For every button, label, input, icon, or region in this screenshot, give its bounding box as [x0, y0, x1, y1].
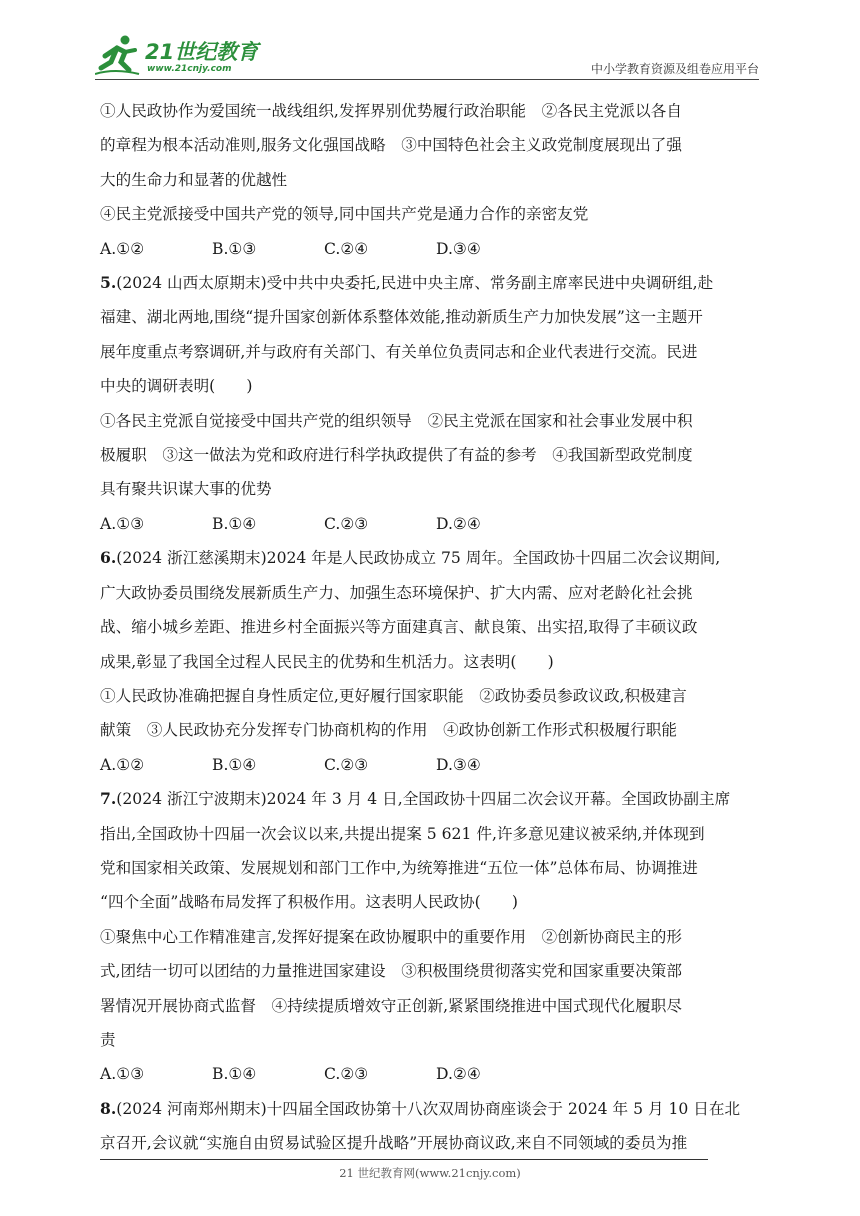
- q8-line: [100, 1092, 764, 1126]
- q5-text: (2024 山西太原期末)受中共中央委托,民进中央主席、常务副主席率民进中央调研组,赴: [116, 274, 714, 293]
- platform-name: 中小学教育资源及组卷应用平台: [590, 62, 759, 76]
- q4-line: 的章程为根本活动准则,服务文化强国战略 ③中国特色社会主义政党制度展现出了强: [100, 136, 682, 155]
- page-header: [0, 0, 860, 84]
- q6-line: 广大政协委员围绕发展新质生产力、加强生态环境保护、扩大内需、应对老龄化社会挑: [100, 583, 693, 602]
- q5-line: 极履职 ③这一做法为党和政府进行科学执政提供了有益的参考 ④我国新型政党制度: [100, 446, 693, 465]
- q5-line: 福建、湖北两地,围绕“提升国家创新体系整体效能,推动新质生产力加快发展”这一主题开: [100, 308, 703, 327]
- q5-line: 具有聚共识谋大事的优势: [100, 480, 272, 499]
- q5-line: 展年度重点考察调研,并与政府有关部门、有关单位负责同志和企业代表进行交流。民进: [100, 342, 698, 361]
- option-a: A.①③: [100, 514, 145, 533]
- option-d: D.③④: [436, 755, 481, 774]
- q6-line: 成果,彰显了我国全过程人民民主的优势和生机活力。这表明( ): [100, 652, 554, 671]
- footer-divider: [100, 1159, 708, 1160]
- q8-text: (2024 河南郑州期末)十四届全国政协第十八次双周协商座谈会于 2024 年 5 月 10 日在北: [116, 1099, 741, 1118]
- option-c: C.②③: [324, 1065, 369, 1084]
- q7-options: [100, 1057, 764, 1091]
- question-6: [100, 541, 764, 782]
- question-4: [100, 94, 764, 266]
- logo-title: 21世纪教育: [145, 40, 259, 64]
- page-content: [100, 94, 764, 1161]
- q7-line: 责: [100, 1030, 116, 1049]
- header-divider: [95, 79, 759, 80]
- option-d: D.②④: [436, 1065, 481, 1084]
- q7-line: 党和国家相关政策、发展规划和部门工作中,为统筹推进“五位一体”总体布局、协调推进: [100, 858, 698, 877]
- question-number: 5.: [100, 273, 117, 293]
- q6-line: 献策 ③人民政协充分发挥专门协商机构的作用 ④政协创新工作形式积极履行职能: [100, 721, 677, 740]
- option-c: C.②④: [324, 239, 369, 258]
- q4-line: ④民主党派接受中国共产党的领导,同中国共产党是通力合作的亲密友党: [100, 205, 589, 224]
- q5-line: 中央的调研表明( ): [100, 377, 253, 396]
- q7-line: 署情况开展协商式监督 ④持续提质增效守正创新,紧紧围绕推进中国式现代化履职尽: [100, 996, 682, 1015]
- q7-text: (2024 浙江宁波期末)2024 年 3 月 4 日,全国政协十四届二次会议开幕。全国政协副主席: [116, 790, 731, 809]
- q8-line: 京召开,会议就“实施自由贸易试验区提升战略”开展协商议政,来自不同领域的委员为推: [100, 1134, 688, 1153]
- option-b: B.①④: [212, 1065, 257, 1084]
- site-logo[interactable]: [95, 34, 265, 80]
- q5-line: [100, 266, 764, 300]
- question-number: 6.: [100, 548, 117, 568]
- q6-line: 战、缩小城乡差距、推进乡村全面振兴等方面建真言、献良策、出实招,取得了丰硕议政: [100, 618, 698, 637]
- q6-line: ①人民政协准确把握自身性质定位,更好履行国家职能 ②政协委员参政议政,积极建言: [100, 686, 687, 705]
- option-a: A.①③: [100, 1065, 145, 1084]
- option-a: A.①②: [100, 755, 145, 774]
- question-7: [100, 782, 764, 1092]
- page-footer[interactable]: 21 世纪教育网(www.21cnjy.com): [339, 1166, 521, 1180]
- logo-url: www.21cnjy.com: [147, 64, 232, 74]
- q6-text: (2024 浙江慈溪期末)2024 年是人民政协成立 75 周年。全国政协十四届二次会议期间,: [116, 549, 721, 568]
- q7-line: “四个全面”战略布局发挥了积极作用。这表明人民政协( ): [100, 893, 518, 912]
- q7-line: ①聚焦中心工作精准建言,发挥好提案在政协履职中的重要作用 ②创新协商民主的形: [100, 927, 682, 946]
- option-a: A.①②: [100, 239, 145, 258]
- q4-line: 大的生命力和显著的优越性: [100, 170, 288, 189]
- option-b: B.①④: [212, 755, 257, 774]
- q7-line: [100, 782, 764, 816]
- question-8: [100, 1092, 764, 1161]
- option-b: B.①③: [212, 239, 257, 258]
- q7-line: 指出,全国政协十四届一次会议以来,共提出提案 5 621 件,许多意见建议被采纳,并体现到: [100, 824, 705, 843]
- q4-line: ①人民政协作为爱国统一战线组织,发挥界别优势履行政治职能 ②各民主党派以各自: [100, 102, 682, 120]
- q4-options: [100, 232, 764, 266]
- option-c: C.②③: [324, 755, 369, 774]
- q5-options: [100, 507, 764, 541]
- question-5: [100, 266, 764, 541]
- q6-options: [100, 748, 764, 782]
- question-number: 7.: [100, 789, 117, 809]
- option-b: B.①④: [212, 514, 257, 533]
- runner-logo-icon: [95, 34, 141, 78]
- option-c: C.②③: [324, 514, 369, 533]
- option-d: D.②④: [436, 514, 481, 533]
- option-d: D.③④: [436, 239, 481, 258]
- q7-line: 式,团结一切可以团结的力量推进国家建设 ③积极围绕贯彻落实党和国家重要决策部: [100, 962, 682, 981]
- q5-line: ①各民主党派自觉接受中国共产党的组织领导 ②民主党派在国家和社会事业发展中积: [100, 411, 693, 430]
- question-number: 8.: [100, 1098, 117, 1118]
- q6-line: [100, 541, 764, 575]
